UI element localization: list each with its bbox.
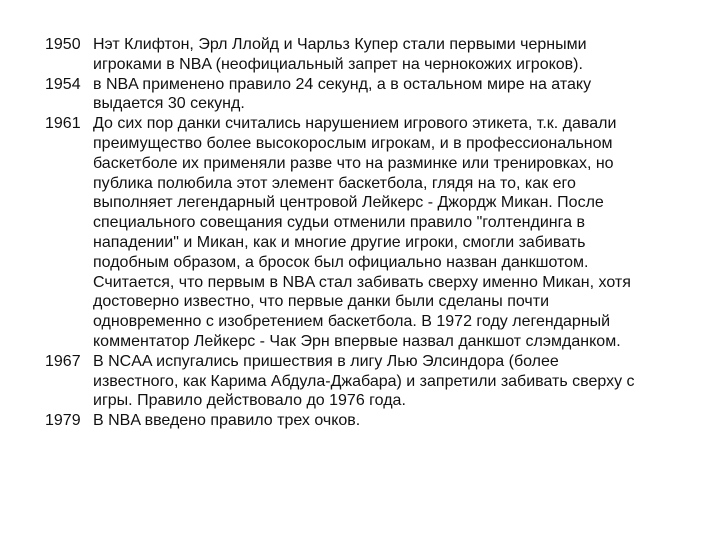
year-label: 1950 (45, 36, 81, 53)
year-label: 1961 (45, 115, 81, 133)
text-line: подобным образом, а бросок был официально назван данкшотом. (93, 253, 589, 271)
text-line: Считается, что первым в NBA стал забивать сверху именно Микан, хотя (93, 273, 631, 291)
entry-text (93, 35, 678, 75)
text-line: выполняет легендарный центровой Лейкерс - Джордж Микан. После (93, 194, 604, 212)
entry-text (93, 114, 678, 352)
text-line: одновременно с изобретением баскетбола. В 1972 году легендарный (93, 313, 611, 331)
year-label: 1954 (45, 75, 81, 93)
entry-text (93, 352, 678, 411)
year-label: 1967 (45, 352, 81, 370)
text-line: До сих пор данки считались нарушением игрового этикета, т.к. давали (93, 115, 617, 133)
text-line: игры. Правило действовало до 1976 года. (93, 392, 406, 410)
text-line: игроками в NBA (неофициальный запрет на чернокожих игроков). (93, 55, 583, 73)
text-line: В NBA введено правило трех очков. (93, 412, 361, 430)
text-line: известного, как Карима Абдула-Джабара) и запретили забивать сверху с (93, 372, 635, 390)
text-line: баскетболе их применяли разве что на разминке или тренировках, но (93, 154, 614, 172)
text-line: В NCAA испугались пришествия в лигу Лью Элсиндора (более (93, 352, 559, 370)
entry-text (93, 411, 678, 431)
text-line: выдается 30 секунд. (93, 95, 245, 113)
text-line: комментатор Лейкерс - Чак Эрн впервые назвал данкшот слэмданком. (93, 332, 621, 350)
text-line: достоверно известно, что первые данки были сделаны почти (93, 293, 550, 311)
timeline (45, 35, 685, 431)
text-line: в NBA применено правило 24 секунд, а в остальном мире на атаку (93, 75, 592, 93)
timeline-entry-1961 (45, 114, 685, 352)
timeline-entry-1979 (45, 411, 685, 431)
text-line: специального совещания судьи отменили правило "голтендинга в (93, 214, 585, 232)
text-line: нападении" и Микан, как и многие другие игроки, смогли забивать (93, 233, 586, 251)
text-line: Нэт Клифтон, Эрл Ллойд и Чарльз Купер стали первыми черными (93, 36, 587, 53)
text-line: преимущество более высокорослым игрокам, и в профессиональном (93, 134, 613, 152)
timeline-entry-1950 (45, 35, 685, 75)
year-label: 1979 (45, 412, 81, 430)
text-line: публика полюбила этот элемент баскетбола, глядя на то, как его (93, 174, 576, 192)
timeline-entry-1967 (45, 352, 685, 411)
timeline-entry-1954 (45, 75, 685, 115)
entry-text (93, 75, 678, 115)
